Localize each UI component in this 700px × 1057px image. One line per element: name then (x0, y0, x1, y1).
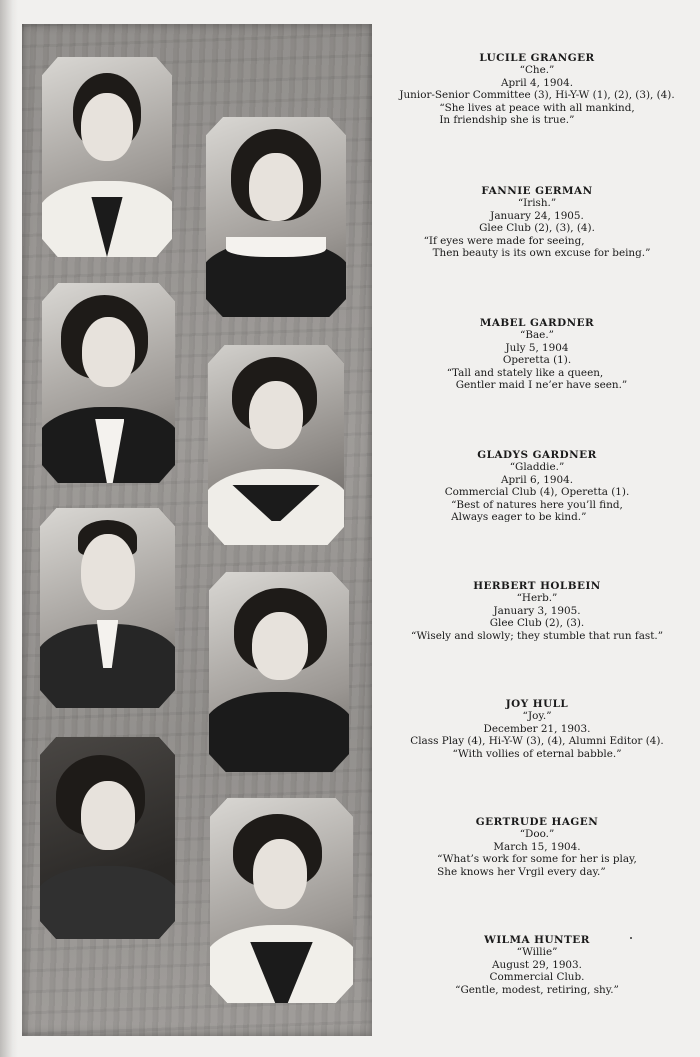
senior-name: JOY HULL (505, 698, 569, 710)
senior-entry (380, 317, 694, 391)
senior-quote: “Wisely and slowly; they stumble that run fast.” (410, 629, 664, 642)
senior-name: LUCILE GRANGER (479, 52, 595, 64)
portrait-photo-gladys-gardner (208, 345, 344, 545)
portrait-photo-joy-hull (209, 572, 349, 772)
senior-name: HERBERT HOLBEIN (473, 580, 601, 592)
senior-nickname: “Che.” (519, 64, 555, 77)
senior-entry (380, 449, 694, 523)
senior-nickname: “Doo.” (519, 828, 555, 841)
senior-activities: Glee Club (2), (3). (489, 617, 585, 630)
senior-entry (380, 580, 694, 642)
senior-entry (380, 934, 694, 996)
senior-nickname: “Herb.” (516, 592, 558, 605)
senior-entry (380, 698, 694, 760)
portrait-photo-herbert-holbein (40, 508, 175, 708)
senior-name: GERTRUDE HAGEN (475, 816, 599, 828)
senior-name: FANNIE GERMAN (481, 185, 593, 197)
portrait-photo-wilma-hunter (210, 798, 353, 1003)
portrait-photo-gertrude-hagen (40, 737, 175, 939)
senior-entry (380, 52, 694, 126)
senior-activities: Junior-Senior Committee (3), Hi-Y-W (1), (2), (3), (4). (399, 89, 675, 102)
senior-nickname: “Bae.” (520, 329, 554, 342)
senior-activities: Commercial Club (4), Operetta (1). (444, 486, 630, 499)
senior-activities: Class Play (4), Hi-Y-W (3), (4), Alumni Editor (4). (410, 735, 664, 748)
print-speck (630, 937, 632, 939)
senior-birthdate: January 24, 1905. (490, 209, 584, 222)
senior-birthdate: April 6, 1904. (500, 473, 574, 486)
senior-name: WILMA HUNTER (484, 934, 590, 946)
senior-birthdate: July 5, 1904 (505, 341, 569, 354)
senior-name: GLADYS GARDNER (477, 449, 597, 461)
portrait-photo-fannie-german (206, 117, 346, 317)
senior-nickname: “Irish.” (517, 197, 557, 210)
senior-quote: “Gentle, modest, retiring, shy.” (455, 983, 619, 996)
senior-quote: “Best of natures here you’ll find, Always eager to be kind.” (451, 498, 623, 524)
senior-nickname: “Willie” (516, 946, 558, 959)
senior-activities: Operetta (1). (502, 354, 572, 367)
senior-quote: “She lives at peace with all mankind, In friendship she is true.” (439, 101, 635, 127)
senior-birthdate: January 3, 1905. (493, 604, 581, 617)
portrait-photo-mabel-gardner (42, 283, 175, 483)
senior-birthdate: April 4, 1904. (500, 76, 574, 89)
senior-birthdate: August 29, 1903. (492, 958, 582, 971)
senior-entry (380, 816, 694, 878)
senior-birthdate: December 21, 1903. (483, 722, 591, 735)
senior-quote: “If eyes were made for seeing, Then beauty is its own excuse for being.” (423, 234, 651, 260)
portrait-photo-lucile-granger (42, 57, 172, 257)
senior-quote: “Tall and stately like a queen, Gentler maid I ne’er have seen.” (446, 366, 628, 392)
senior-quote: “With vollies of eternal babble.” (452, 747, 622, 760)
senior-birthdate: March 15, 1904. (493, 840, 581, 853)
senior-entry (380, 185, 694, 259)
page-binding-shadow (0, 0, 18, 1057)
senior-name: MABEL GARDNER (479, 317, 595, 329)
senior-activities: Commercial Club. (489, 971, 585, 984)
senior-nickname: “Gladdie.” (509, 461, 565, 474)
senior-quote: “What’s work for some for her is play, She knows her Vrgil every day.” (437, 853, 637, 878)
senior-nickname: “Joy.” (522, 710, 552, 723)
senior-activities: Glee Club (2), (3), (4). (479, 222, 595, 235)
